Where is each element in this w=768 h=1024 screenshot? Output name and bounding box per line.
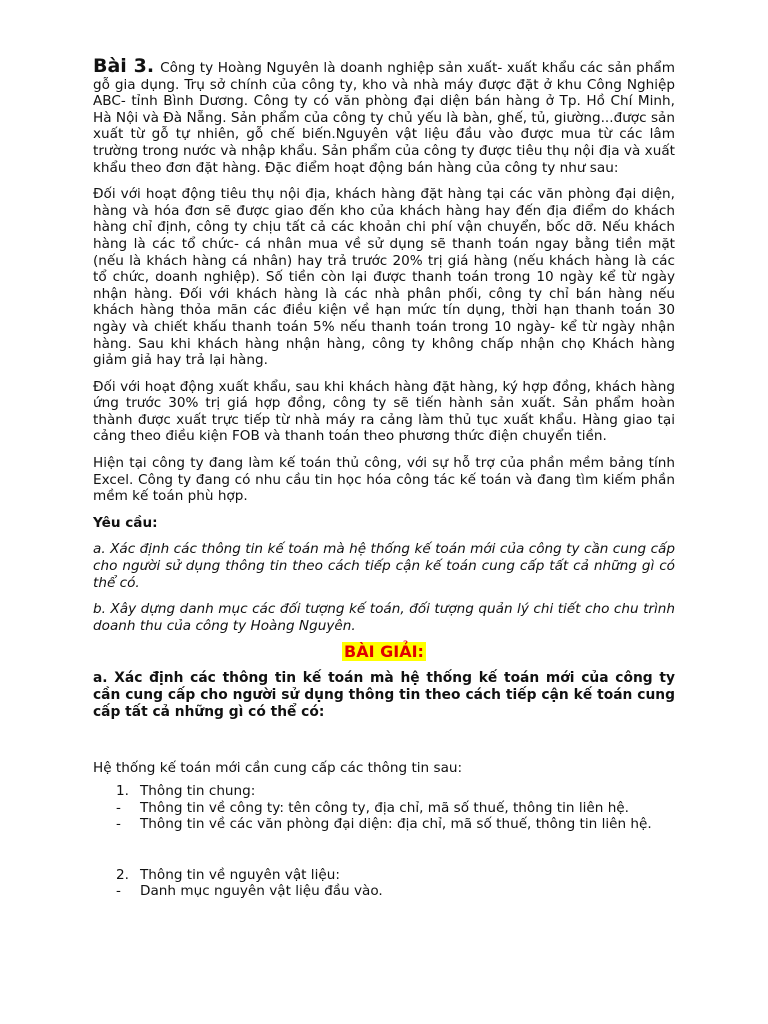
requirement-a: a. Xác định các thông tin kế toán mà hệ thống kế toán mới của công ty cần cung cấp cho người sử dụng thông tin theo cách tiếp cận kế toán cung cấp tất cả những gì có thể có.: [93, 541, 675, 591]
list-item-text: Thông tin về các văn phòng đại diện: địa chỉ, mã số thuế, thông tin liên hệ.: [140, 816, 652, 833]
solution-title-wrap: [93, 644, 675, 662]
dash-bullet: -: [116, 799, 121, 816]
list-item: [93, 800, 675, 817]
dash-bullet: -: [116, 816, 121, 833]
solution-title: BÀI GIẢI:: [344, 642, 424, 662]
exercise-title: Bài 3.: [93, 55, 155, 77]
dash-list-1: [93, 800, 675, 833]
solution-intro: Hệ thống kế toán mới cần cung cấp các thông tin sau:: [93, 760, 463, 777]
list-item: [93, 883, 675, 900]
requirements-label: Yêu cầu:: [93, 514, 158, 531]
document-page: [93, 55, 676, 900]
list-number: 2.: [116, 866, 129, 883]
paragraph-intro: [93, 55, 676, 176]
paragraph-domestic: Đối với hoạt động tiêu thụ nội địa, khách hàng đặt hàng tại các văn phòng đại diện, hàng và hóa đơn sẽ được giao đến kho của khách hàng hay đến địa điểm do khách hàng chỉ định, công ty chịu tất cả các khoản chi phí vận chuyển, bốc dỡ. Nếu khách hàng là các tổ chức- cá nhân mua về sử dụng sẽ thanh toán ngay bằng tiền mặt (nếu là khách hàng cá nhân) hay trả trước 20% trị giá hàng (nếu khách hàng là các tổ chức, doanh nghiệp). Số tiền còn lại được thanh toán trong 10 ngày kể từ ngày nhận hàng. Đối với khách hàng là các nhà phân phối, công ty chỉ bán hàng nếu khách hàng thỏa mãn các điều kiện về hạn mức tín dụng, thời hạn thanh toán 30 ngày và chiết khấu thanh toán 5% nếu thanh toán trong 10 ngày- kể từ ngày nhận hàng. Sau khi khách hàng nhận hàng, công ty không chấp nhận chọ Khách hàng giảm giả hay trả lại hàng.: [93, 186, 675, 369]
list-item: [93, 867, 675, 884]
solution-heading-a: a. Xác định các thông tin kế toán mà hệ thống kế toán mới của công ty cần cung cấp cho người sử dụng thông tin theo cách tiếp cận kế toán cung cấp tất cả những gì có thể có:: [93, 670, 675, 720]
spacer: [93, 833, 675, 867]
numbered-list-2: [93, 867, 675, 884]
list-item-text: Danh mục nguyên vật liệu đầu vào.: [140, 883, 383, 900]
list-number: 1.: [116, 782, 129, 799]
intro-text: Công ty Hoàng Nguyên là doanh nghiệp sản xuất- xuất khẩu các sản phẩm gỗ gia dụng. Trụ sở chính của công ty, kho và nhà máy được đặt ở khu Công Nghiệp ABC- tỉnh Bình Dương. Công ty có văn phòng đại diện bán hàng ở Tp. Hồ Chí Minh, Hà Nội và Đà Nẵng. Sản phẩm của công ty chủ yếu là bàn, ghế, tủ, giường...được sản xuất từ gỗ tự nhiên, gỗ chế biến.Nguyên vật liệu đầu vào được mua từ các lâm trường trong nước và nhập khẩu. Sản phẩm của công ty được tiêu thụ nội địa và xuất khẩu theo đơn đặt hàng. Đặc điểm hoạt động bán hàng của công ty như sau:: [93, 60, 676, 176]
paragraph-current: Hiện tại công ty đang làm kế toán thủ công, với sự hỗ trợ của phần mềm bảng tính Excel. Công ty đang có nhu cầu tin học hóa công tác kế toán và đang tìm kiếm phần mềm kế toán phù hợp.: [93, 455, 675, 505]
requirement-b: b. Xây dựng danh mục các đối tượng kế toán, đối tượng quản lý chi tiết cho chu trình doanh thu của công ty Hoàng Nguyên.: [93, 601, 675, 634]
numbered-list-1: [93, 783, 675, 800]
list-item-label: Thông tin về nguyên vật liệu:: [140, 866, 340, 883]
spacer: [93, 730, 675, 760]
list-item: [93, 816, 675, 833]
dash-list-2: [93, 883, 675, 900]
dash-bullet: -: [116, 883, 121, 900]
list-item: [93, 783, 675, 800]
list-item-text: Thông tin về công ty: tên công ty, địa chỉ, mã số thuế, thông tin liên hệ.: [140, 799, 629, 816]
list-item-label: Thông tin chung:: [140, 782, 256, 799]
paragraph-export: Đối với hoạt động xuất khẩu, sau khi khách hàng đặt hàng, ký hợp đồng, khách hàng ứng trước 30% trị giá hợp đồng, công ty sẽ tiến hành sản xuất. Sản phẩm hoàn thành được xuất trực tiếp từ nhà máy ra cảng làm thủ tục xuất khẩu. Hàng giao tại cảng theo điều kiện FOB và thanh toán theo phương thức điện chuyển tiền.: [93, 378, 675, 445]
